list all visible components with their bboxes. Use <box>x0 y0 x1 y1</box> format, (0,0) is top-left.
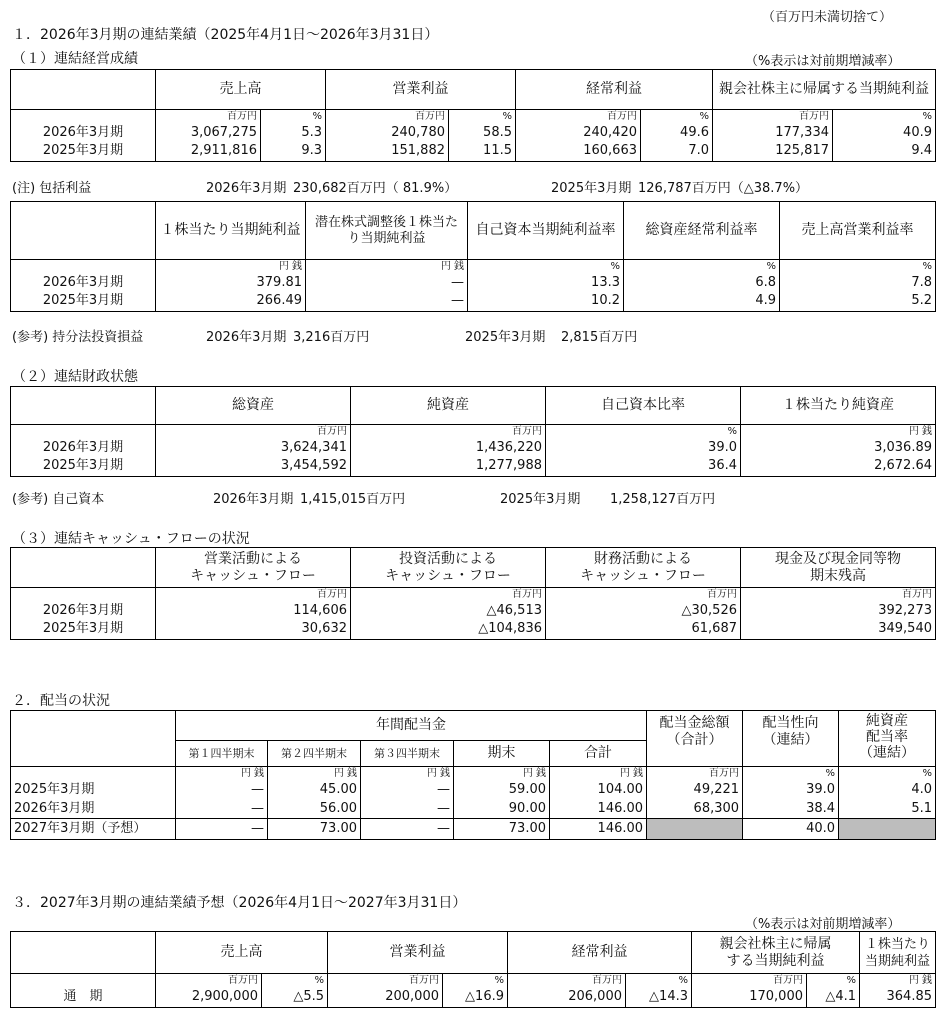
unit-cell: 円 銭 <box>454 767 550 781</box>
unit-cell: % <box>262 974 328 988</box>
header-q3-end: 第３四半期末 <box>361 741 454 767</box>
unit-cell: 百万円 <box>156 974 262 988</box>
unit-cell: 円 銭 <box>361 767 454 781</box>
unit-cell: 円 銭 <box>268 767 361 781</box>
operating-results-table <box>10 69 936 162</box>
header-equity-ratio: 自己資本比率 <box>546 387 741 425</box>
dividends-table <box>10 710 936 840</box>
header-q1-end: 第１四半期末 <box>176 741 268 767</box>
table-row: 通 期 2,900,000 △5.5 200,000 △16.9 206,000 △14.3 170,000 △4.1 364.85 <box>11 988 936 1008</box>
unit-cell: 百万円 <box>156 425 351 439</box>
table-row: 2027年3月期（予想） — 73.00 — 73.00 146.00 40.0 <box>11 819 936 840</box>
unit-cell: 円 銭 <box>156 260 306 274</box>
section-2-title: ２．配当の状況 <box>12 693 110 709</box>
unit-cell: 円 銭 <box>860 974 936 988</box>
equity-prev-period: 2025年3月期 <box>500 492 581 507</box>
unit-cell: % <box>641 110 713 124</box>
header-roa: 総資産経常利益率 <box>624 202 780 260</box>
unit-cell: 百万円 <box>546 588 741 602</box>
unit-cell: 百万円 <box>328 974 443 988</box>
unit-cell: % <box>839 767 936 781</box>
header-dividend-on-equity: 純資産 配当率 （連結） <box>839 711 936 767</box>
unit-cell: 百万円 <box>156 588 351 602</box>
unit-cell: % <box>743 767 839 781</box>
header-forecast-ordinary-income: 経常利益 <box>508 932 692 974</box>
section-3-title: ３．2027年3月期の連結業績予想（2026年4月1日～2027年3月31日） <box>12 895 467 911</box>
row-label: 2026年3月期 <box>11 274 156 292</box>
header-payout-ratio: 配当性向 （連結） <box>743 711 839 767</box>
row-label: 2026年3月期 <box>11 602 156 620</box>
equity-cur-period: 2026年3月期 <box>213 492 294 507</box>
table-row: 2026年3月期 3,067,275 5.3 240,780 58.5 240,420 49.6 177,334 40.9 <box>11 124 936 142</box>
row-label: 通 期 <box>11 988 156 1008</box>
equity-method-prev-value: 2,815百万円 <box>561 330 638 345</box>
table-row: 2026年3月期 379.81 — 13.3 6.8 7.8 <box>11 274 936 292</box>
unit-cell: 百万円 <box>351 588 546 602</box>
row-label: 2025年3月期 <box>11 142 156 162</box>
table-row: 2025年3月期 3,454,592 1,277,988 36.4 2,672.64 <box>11 457 936 477</box>
header-net-assets: 純資産 <box>351 387 546 425</box>
unit-cell: % <box>807 974 860 988</box>
header-q2-end: 第２四半期末 <box>268 741 361 767</box>
shaded-cell <box>647 819 743 840</box>
table-row: 2025年3月期 30,632 △104,836 61,687 349,540 <box>11 620 936 640</box>
header-eps: １株当たり当期純利益 <box>156 202 306 260</box>
comprehensive-income-cur-value: 230,682百万円（ 81.9%） <box>293 181 458 196</box>
subsection-1-title: （１）連結経営成績 <box>12 51 138 67</box>
equity-method-prev-period: 2025年3月期 <box>465 330 546 345</box>
table-row: 2025年3月期 — 45.00 — 59.00 104.00 49,221 39.0 4.0 <box>11 781 936 800</box>
header-year-end: 期末 <box>454 741 550 767</box>
cash-flow-table <box>10 547 936 640</box>
row-label: 2025年3月期 <box>11 457 156 477</box>
header-forecast-sales: 売上高 <box>156 932 328 974</box>
unit-note: （百万円未満切捨て） <box>762 10 893 25</box>
header-net-income: 親会社株主に帰属する当期純利益 <box>713 70 936 110</box>
unit-cell: 百万円 <box>516 110 641 124</box>
row-label: 2026年3月期 <box>11 124 156 142</box>
table-row: 2025年3月期 266.49 — 10.2 4.9 5.2 <box>11 292 936 312</box>
unit-cell: % <box>449 110 516 124</box>
header-cash-balance: 現金及び現金同等物 期末残高 <box>741 548 936 588</box>
row-label: 2025年3月期 <box>11 781 176 800</box>
unit-cell: 百万円 <box>156 110 261 124</box>
comprehensive-income-prev-period: 2025年3月期 <box>551 181 632 196</box>
equity-label: (参考) 自己資本 <box>12 492 105 507</box>
section-1-title: １．2026年3月期の連結業績（2025年4月1日～2026年3月31日） <box>12 27 439 43</box>
unit-cell: 百万円 <box>326 110 449 124</box>
equity-prev-value: 1,258,127百万円 <box>610 492 716 507</box>
header-sales: 売上高 <box>156 70 326 110</box>
header-total-dividends: 配当金総額 （合計） <box>647 711 743 767</box>
unit-cell: % <box>624 260 780 274</box>
unit-cell: 百万円 <box>508 974 626 988</box>
header-ordinary-income: 経常利益 <box>516 70 713 110</box>
header-investing-cf: 投資活動による キャッシュ・フロー <box>351 548 546 588</box>
comprehensive-income-cur-period: 2026年3月期 <box>206 181 287 196</box>
table-row: 2026年3月期 3,624,341 1,436,220 39.0 3,036.89 <box>11 439 936 457</box>
header-forecast-eps: １株当たり 当期純利益 <box>860 932 936 974</box>
equity-method-cur-value: 3,216百万円 <box>293 330 370 345</box>
header-operating-cf: 営業活動による キャッシュ・フロー <box>156 548 351 588</box>
equity-method-label: (参考) 持分法投資損益 <box>12 330 144 345</box>
header-forecast-operating-income: 営業利益 <box>328 932 508 974</box>
header-bps: １株当たり純資産 <box>741 387 936 425</box>
unit-cell: % <box>443 974 508 988</box>
unit-cell: 百万円 <box>647 767 743 781</box>
header-annual-dividends: 年間配当金 <box>176 711 647 741</box>
forecast-change-rate-note: （%表示は対前期増減率） <box>745 917 901 932</box>
financial-position-table <box>10 386 936 477</box>
corner-cell <box>11 70 156 110</box>
header-diluted-eps: 潜在株式調整後１株当たり当期純利益 <box>306 202 468 260</box>
row-label: 2025年3月期 <box>11 620 156 640</box>
header-total: 合計 <box>550 741 647 767</box>
comprehensive-income-prev-value: 126,787百万円（△38.7%） <box>638 181 809 196</box>
forecast-table <box>10 931 936 1008</box>
unit-cell: 百万円 <box>351 425 546 439</box>
header-total-assets: 総資産 <box>156 387 351 425</box>
header-financing-cf: 財務活動による キャッシュ・フロー <box>546 548 741 588</box>
unit-cell: 円 銭 <box>550 767 647 781</box>
shaded-cell <box>839 819 936 840</box>
row-label: 2026年3月期 <box>11 800 176 819</box>
subsection-2-title: （２）連結財政状態 <box>12 369 138 385</box>
header-operating-income: 営業利益 <box>326 70 516 110</box>
per-share-ratios-table <box>10 201 936 312</box>
header-roe: 自己資本当期純利益率 <box>468 202 624 260</box>
unit-cell: 百万円 <box>713 110 833 124</box>
row-label: 2027年3月期（予想） <box>11 819 176 840</box>
unit-cell: 百万円 <box>741 588 936 602</box>
equity-cur-value: 1,415,015百万円 <box>300 492 406 507</box>
unit-cell: % <box>261 110 326 124</box>
unit-cell: % <box>468 260 624 274</box>
subsection-3-title: （３）連結キャッシュ・フローの状況 <box>12 531 250 547</box>
unit-cell: 百万円 <box>692 974 807 988</box>
unit-cell: 円 銭 <box>741 425 936 439</box>
row-label: 2025年3月期 <box>11 292 156 312</box>
unit-cell: % <box>546 425 741 439</box>
unit-cell: % <box>626 974 692 988</box>
equity-method-cur-period: 2026年3月期 <box>206 330 287 345</box>
change-rate-note: （%表示は対前期増減率） <box>745 54 901 69</box>
unit-cell: % <box>780 260 936 274</box>
unit-cell: % <box>833 110 936 124</box>
comprehensive-income-label: (注) 包括利益 <box>12 181 92 196</box>
table-row: 2026年3月期 114,606 △46,513 △30,526 392,273 <box>11 602 936 620</box>
row-label: 2026年3月期 <box>11 439 156 457</box>
table-row: 2026年3月期 — 56.00 — 90.00 146.00 68,300 38.4 5.1 <box>11 800 936 819</box>
table-row: 2025年3月期 2,911,816 9.3 151,882 11.5 160,663 7.0 125,817 9.4 <box>11 142 936 162</box>
unit-cell: 円 銭 <box>306 260 468 274</box>
header-forecast-net-income: 親会社株主に帰属 する当期純利益 <box>692 932 860 974</box>
header-operating-margin: 売上高営業利益率 <box>780 202 936 260</box>
unit-cell: 円 銭 <box>176 767 268 781</box>
